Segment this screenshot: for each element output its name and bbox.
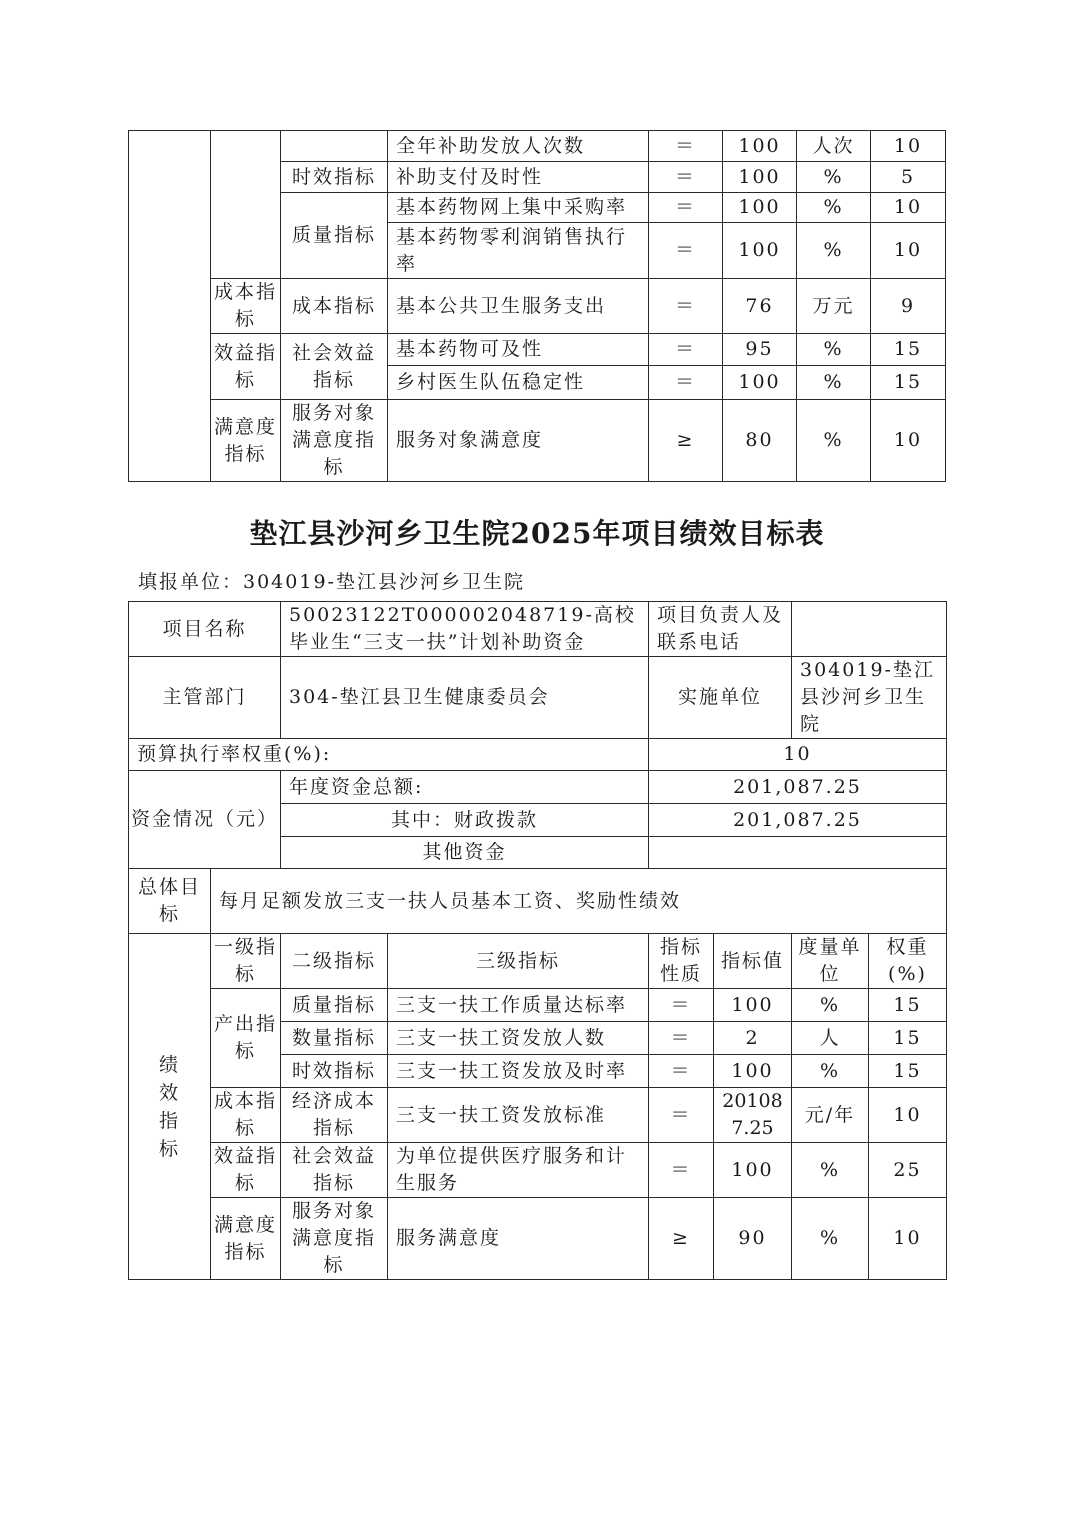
nature-cell: ＝ [649, 1088, 714, 1143]
level1-cell: 成本指标 [211, 1088, 281, 1143]
nature-cell: ＝ [649, 366, 723, 400]
level2-cell: 社会效益指标 [281, 334, 388, 400]
goal-label: 总体目标 [129, 869, 211, 934]
weight-cell: 5 [871, 162, 946, 193]
level2-cell: 服务对象满意度指标 [281, 1198, 388, 1280]
other-value [649, 837, 947, 869]
table-row [129, 279, 946, 334]
table-row [129, 1198, 947, 1280]
weight-cell: 10 [871, 400, 946, 482]
fund-label: 资金情况（元） [129, 771, 281, 869]
nature-cell: ＝ [649, 1055, 714, 1088]
level3-cell: 乡村医生队伍稳定性 [388, 366, 649, 400]
table-row [129, 400, 946, 482]
unit-cell: 人 [792, 1022, 869, 1055]
unit-cell: % [797, 366, 871, 400]
fiscal-label: 其中：财政拨款 [281, 804, 649, 837]
dept-label: 主管部门 [129, 657, 281, 739]
level2-cell: 服务对象满意度指标 [281, 400, 388, 482]
nature-cell: ＝ [649, 279, 723, 334]
goal-value: 每月足额发放三支一扶人员基本工资、奖励性绩效 [211, 869, 947, 934]
page-title: 垫江县沙河乡卫生院2025年项目绩效目标表 [249, 517, 825, 550]
header-value: 指标值 [714, 934, 792, 989]
value-cell: 100 [723, 366, 797, 400]
weight-cell: 10 [869, 1198, 947, 1280]
header-level1: 一级指标 [211, 934, 281, 989]
annual-label: 年度资金总额: [281, 771, 649, 804]
unit-cell: % [797, 162, 871, 193]
nature-cell: ≥ [649, 400, 723, 482]
level3-cell: 基本药物可及性 [388, 334, 649, 366]
weight-cell: 9 [871, 279, 946, 334]
dept-value: 304-垫江县卫生健康委员会 [281, 657, 649, 739]
fiscal-value: 201,087.25 [649, 804, 947, 837]
weight-cell: 10 [871, 193, 946, 223]
level1-cell: 成本指标 [211, 279, 281, 334]
level2-cell: 经济成本指标 [281, 1088, 388, 1143]
weight-cell: 10 [871, 131, 946, 162]
nature-cell: ＝ [649, 1143, 714, 1198]
header-level3: 三级指标 [388, 934, 649, 989]
table-row [129, 771, 947, 804]
level1-cell: 效益指标 [211, 1143, 281, 1198]
blank-level2-cell [281, 131, 388, 162]
table-row [129, 1143, 947, 1198]
level3-cell: 三支一扶工资发放标准 [388, 1088, 649, 1143]
table-row [129, 739, 947, 771]
weight-cell: 15 [871, 366, 946, 400]
value-cell: 100 [723, 162, 797, 193]
nature-cell: ＝ [649, 1022, 714, 1055]
fill-unit-label: 填报单位：304019-垫江县沙河乡卫生院 [138, 571, 525, 593]
header-unit: 度量单位 [792, 934, 869, 989]
header-level2: 二级指标 [281, 934, 388, 989]
level2-cell: 质量指标 [281, 989, 388, 1022]
budget-rate-label: 预算执行率权重(%): [129, 739, 649, 771]
table-row [129, 334, 946, 366]
weight-cell: 10 [869, 1088, 947, 1143]
level3-cell: 基本公共卫生服务支出 [388, 279, 649, 334]
other-label: 其他资金 [281, 837, 649, 869]
impl-label: 实施单位 [649, 657, 792, 739]
header-nature: 指标性质 [649, 934, 714, 989]
weight-cell: 15 [869, 1022, 947, 1055]
unit-cell: % [792, 989, 869, 1022]
level2-cell: 时效指标 [281, 1055, 388, 1088]
nature-cell: ＝ [649, 334, 723, 366]
level1-cell: 满意度指标 [211, 400, 281, 482]
unit-cell: 人次 [797, 131, 871, 162]
value-cell: 2 [714, 1022, 792, 1055]
project-name-value: 50023122T000002048719-高校毕业生“三支一扶”计划补助资金 [281, 602, 649, 657]
leader-value [792, 602, 947, 657]
blank-section-cell [129, 131, 211, 482]
level3-cell: 基本药物零利润销售执行率 [388, 223, 649, 279]
weight-cell: 15 [871, 334, 946, 366]
level1-cell: 满意度指标 [211, 1198, 281, 1280]
unit-cell: % [792, 1198, 869, 1280]
weight-cell: 15 [869, 1055, 947, 1088]
nature-cell: ＝ [649, 989, 714, 1022]
unit-cell: % [792, 1143, 869, 1198]
level3-cell: 基本药物网上集中采购率 [388, 193, 649, 223]
nature-cell: ＝ [649, 162, 723, 193]
nature-cell: ＝ [649, 131, 723, 162]
nature-cell: ≥ [649, 1198, 714, 1280]
value-cell: 80 [723, 400, 797, 482]
value-cell: 100 [714, 989, 792, 1022]
weight-cell: 15 [869, 989, 947, 1022]
budget-rate-value: 10 [649, 739, 947, 771]
table-header-row [129, 934, 947, 989]
level2-cell: 成本指标 [281, 279, 388, 334]
project-name-label: 项目名称 [129, 602, 281, 657]
unit-cell: % [797, 193, 871, 223]
level3-cell: 三支一扶工作质量达标率 [388, 989, 649, 1022]
blank-level1-cell [211, 131, 281, 279]
unit-cell: 元/年 [792, 1088, 869, 1143]
value-cell: 90 [714, 1198, 792, 1280]
level1-cell: 效益指标 [211, 334, 281, 400]
weight-cell: 25 [869, 1143, 947, 1198]
leader-label: 项目负责人及联系电话 [649, 602, 792, 657]
value-cell: 201087.25 [714, 1088, 792, 1143]
continued-indicator-table [128, 130, 946, 482]
value-cell: 95 [723, 334, 797, 366]
level3-cell: 全年补助发放人次数 [388, 131, 649, 162]
value-cell: 100 [723, 193, 797, 223]
nature-cell: ＝ [649, 193, 723, 223]
level2-cell: 质量指标 [281, 193, 388, 279]
unit-cell: % [797, 223, 871, 279]
section-label: 绩效指标 [129, 934, 211, 1280]
performance-goal-table [128, 601, 947, 1280]
table-row [129, 869, 947, 934]
unit-cell: 万元 [797, 279, 871, 334]
unit-cell: % [797, 334, 871, 366]
level2-cell: 社会效益指标 [281, 1143, 388, 1198]
level2-cell: 数量指标 [281, 1022, 388, 1055]
level1-cell: 产出指标 [211, 989, 281, 1088]
value-cell: 100 [723, 131, 797, 162]
value-cell: 100 [723, 223, 797, 279]
impl-value: 304019-垫江县沙河乡卫生院 [792, 657, 947, 739]
table-row [129, 1088, 947, 1143]
table-row [129, 989, 947, 1022]
table-row [129, 657, 947, 739]
level3-cell: 为单位提供医疗服务和计生服务 [388, 1143, 649, 1198]
nature-cell: ＝ [649, 223, 723, 279]
value-cell: 100 [714, 1055, 792, 1088]
unit-cell: % [797, 400, 871, 482]
level3-cell: 服务对象满意度 [388, 400, 649, 482]
weight-cell: 10 [871, 223, 946, 279]
annual-value: 201,087.25 [649, 771, 947, 804]
level3-cell: 三支一扶工资发放人数 [388, 1022, 649, 1055]
unit-cell: % [792, 1055, 869, 1088]
value-cell: 76 [723, 279, 797, 334]
level2-cell: 时效指标 [281, 162, 388, 193]
value-cell: 100 [714, 1143, 792, 1198]
level3-cell: 服务满意度 [388, 1198, 649, 1280]
header-weight: 权重(%) [869, 934, 947, 989]
table-row [129, 602, 947, 657]
level3-cell: 补助支付及时性 [388, 162, 649, 193]
level3-cell: 三支一扶工资发放及时率 [388, 1055, 649, 1088]
table-row [129, 131, 946, 162]
